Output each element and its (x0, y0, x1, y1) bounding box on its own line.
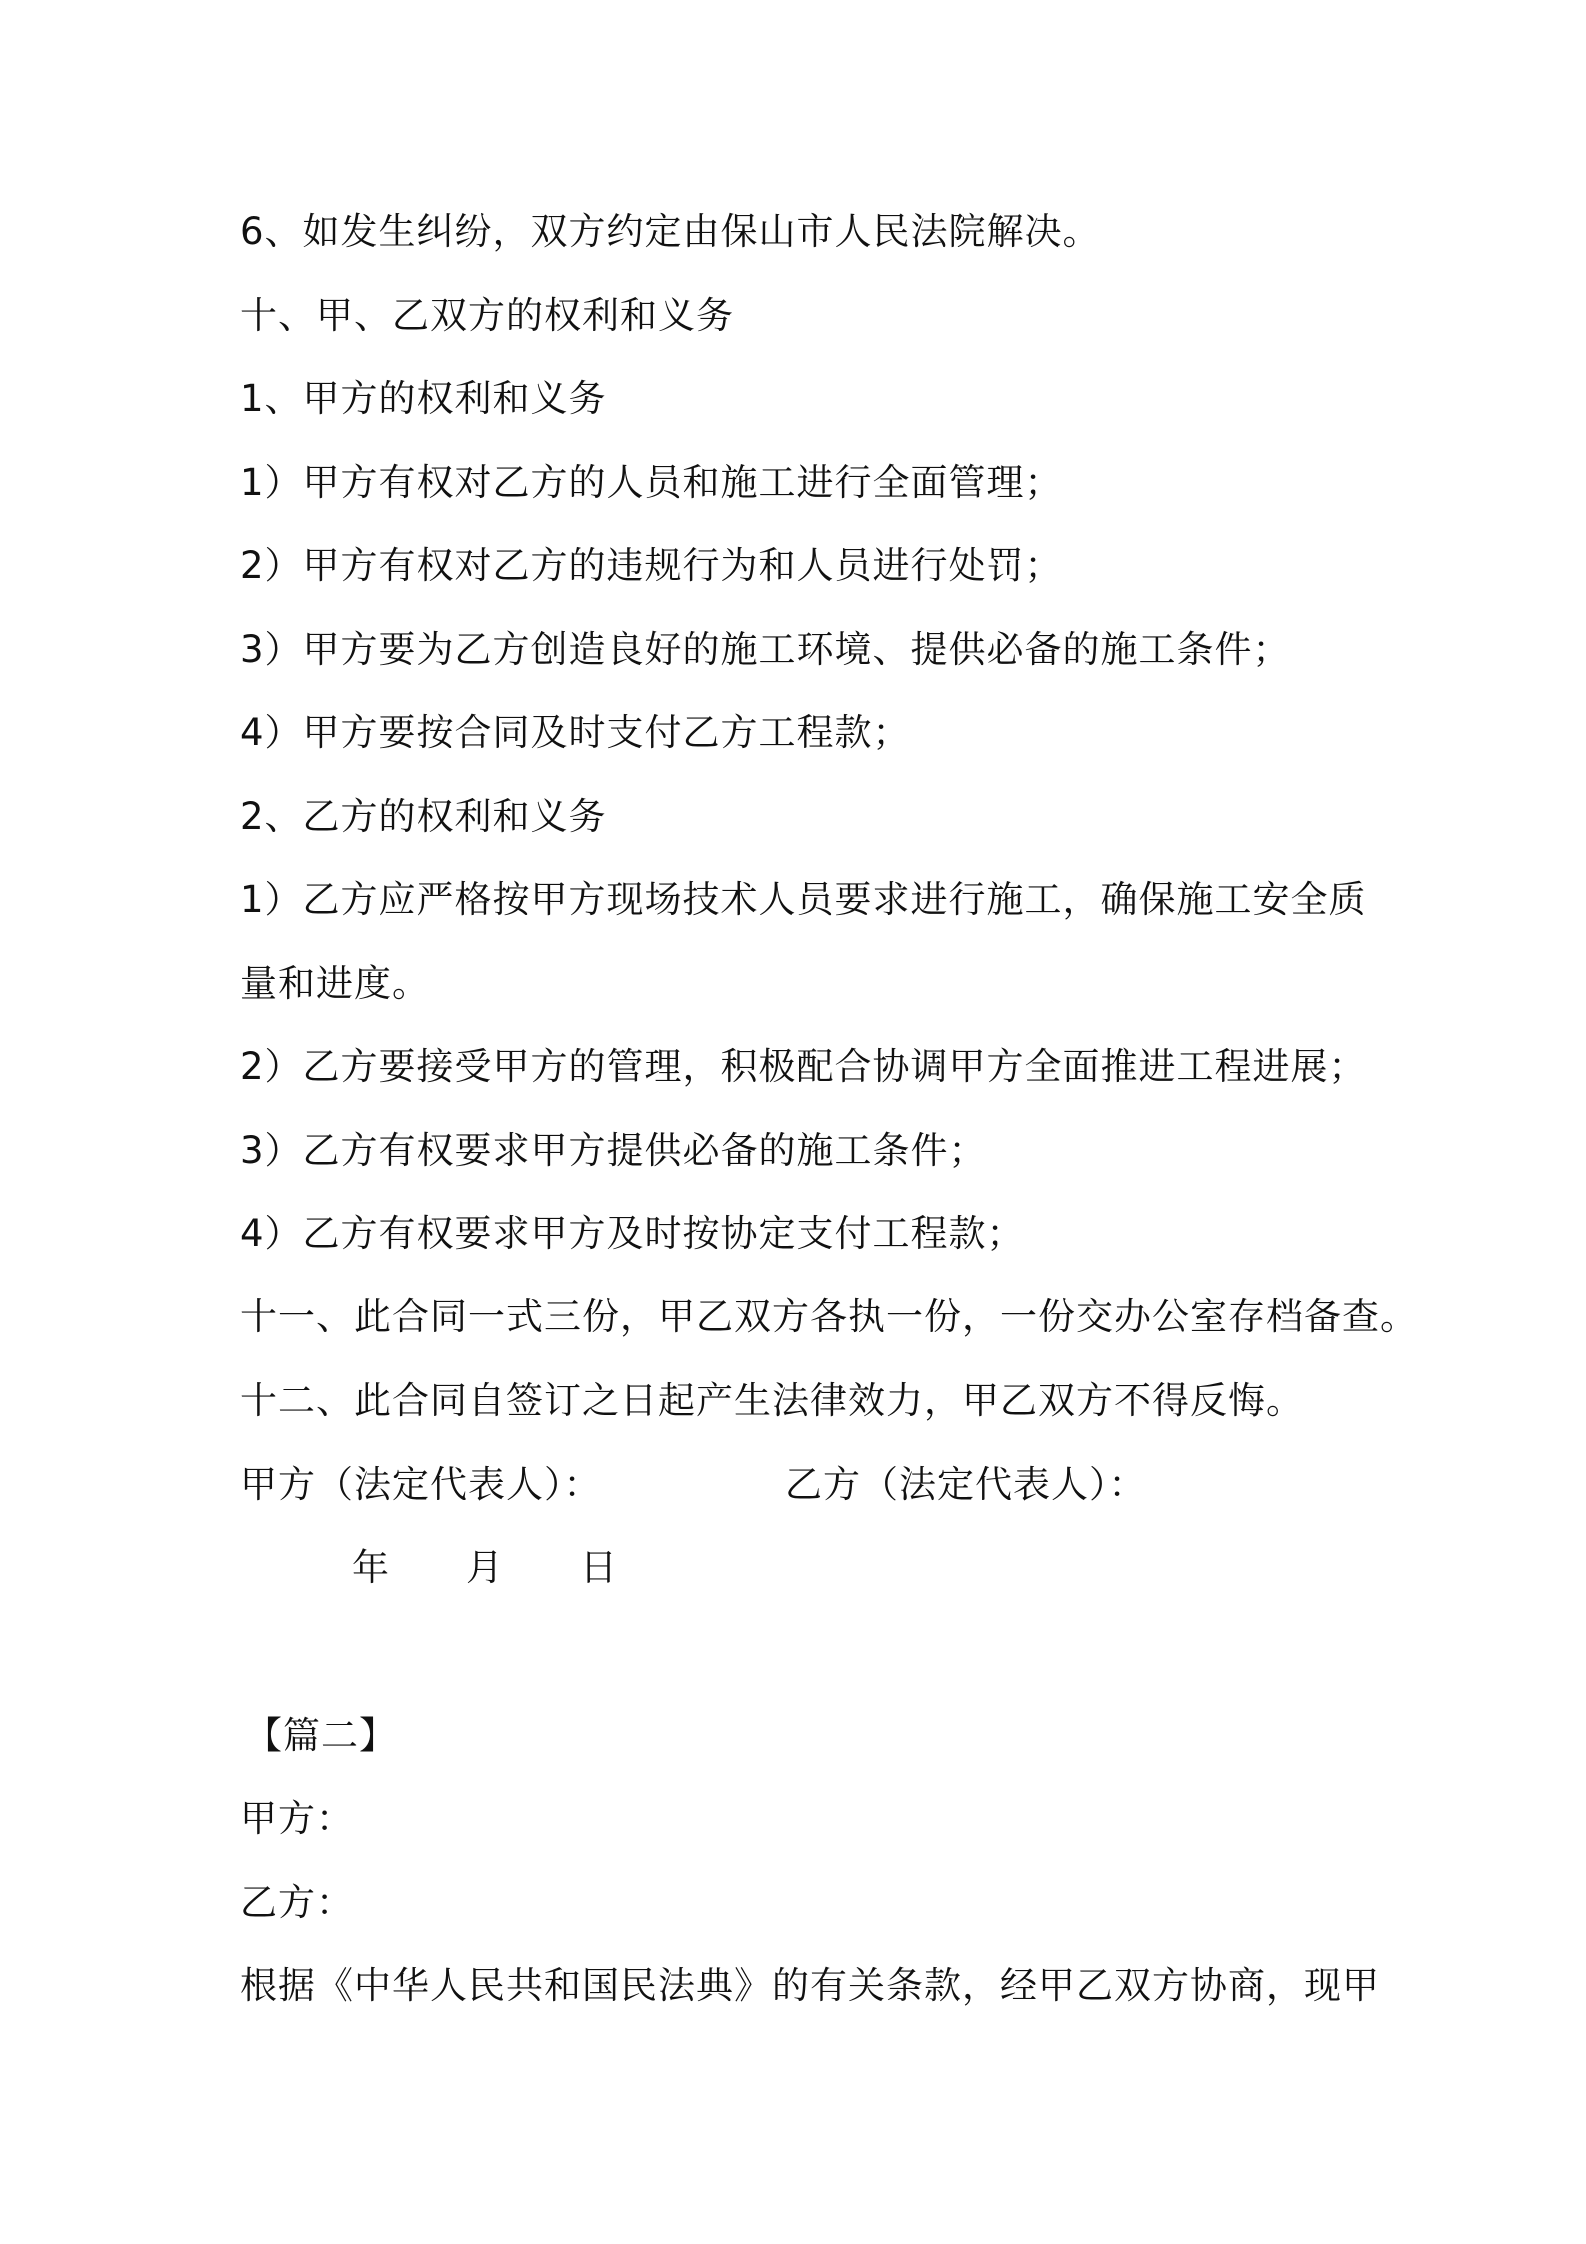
party-b-right-3: 3）乙方有权要求甲方提供必备的施工条件； (240, 1129, 987, 1172)
party-b-rights-heading: 2、乙方的权利和义务 (240, 795, 607, 838)
party-b-right-1-continued: 量和进度。 (240, 962, 430, 1005)
party-b-right-2: 2）乙方要接受甲方的管理，积极配合协调甲方全面推进工程进展； (240, 1045, 1367, 1088)
section-2-intro: 根据《中华人民共和国民法典》的有关条款，经甲乙双方协商，现甲 (240, 1964, 1380, 2007)
clause-6-dispute: 6、如发生纠纷，双方约定由保山市人民法院解决。 (240, 210, 1101, 253)
section-2-party-b: 乙方： (240, 1881, 354, 1924)
party-b-right-4: 4）乙方有权要求甲方及时按协定支付工程款； (240, 1212, 1025, 1255)
section-12-effect: 十二、此合同自签订之日起产生法律效力，甲乙双方不得反悔。 (240, 1379, 1304, 1422)
party-a-right-3: 3）甲方要为乙方创造良好的施工环境、提供必备的施工条件； (240, 628, 1291, 671)
party-b-signature-label: 乙方（法定代表人）： (785, 1463, 1147, 1506)
party-a-right-1: 1）甲方有权对乙方的人员和施工进行全面管理； (240, 461, 1063, 504)
date-month-label: 月 (466, 1546, 503, 1589)
party-a-rights-heading: 1、甲方的权利和义务 (240, 377, 607, 420)
date-year-label: 年 (352, 1546, 389, 1589)
section-2-party-a: 甲方： (240, 1797, 354, 1840)
party-a-right-4: 4）甲方要按合同及时支付乙方工程款； (240, 711, 911, 754)
party-b-right-1: 1）乙方应严格按甲方现场技术人员要求进行施工，确保施工安全质 (240, 878, 1367, 921)
section-10-heading: 十、甲、乙双方的权利和义务 (240, 294, 734, 337)
party-a-right-2: 2）甲方有权对乙方的违规行为和人员进行处罚； (240, 544, 1063, 587)
section-2-heading: 【篇二】 (245, 1714, 397, 1757)
date-day-label: 日 (580, 1546, 617, 1589)
section-11-copies: 十一、此合同一式三份，甲乙双方各执一份，一份交办公室存档备查。 (240, 1295, 1418, 1338)
party-a-signature-label: 甲方（法定代表人）： (240, 1463, 602, 1506)
